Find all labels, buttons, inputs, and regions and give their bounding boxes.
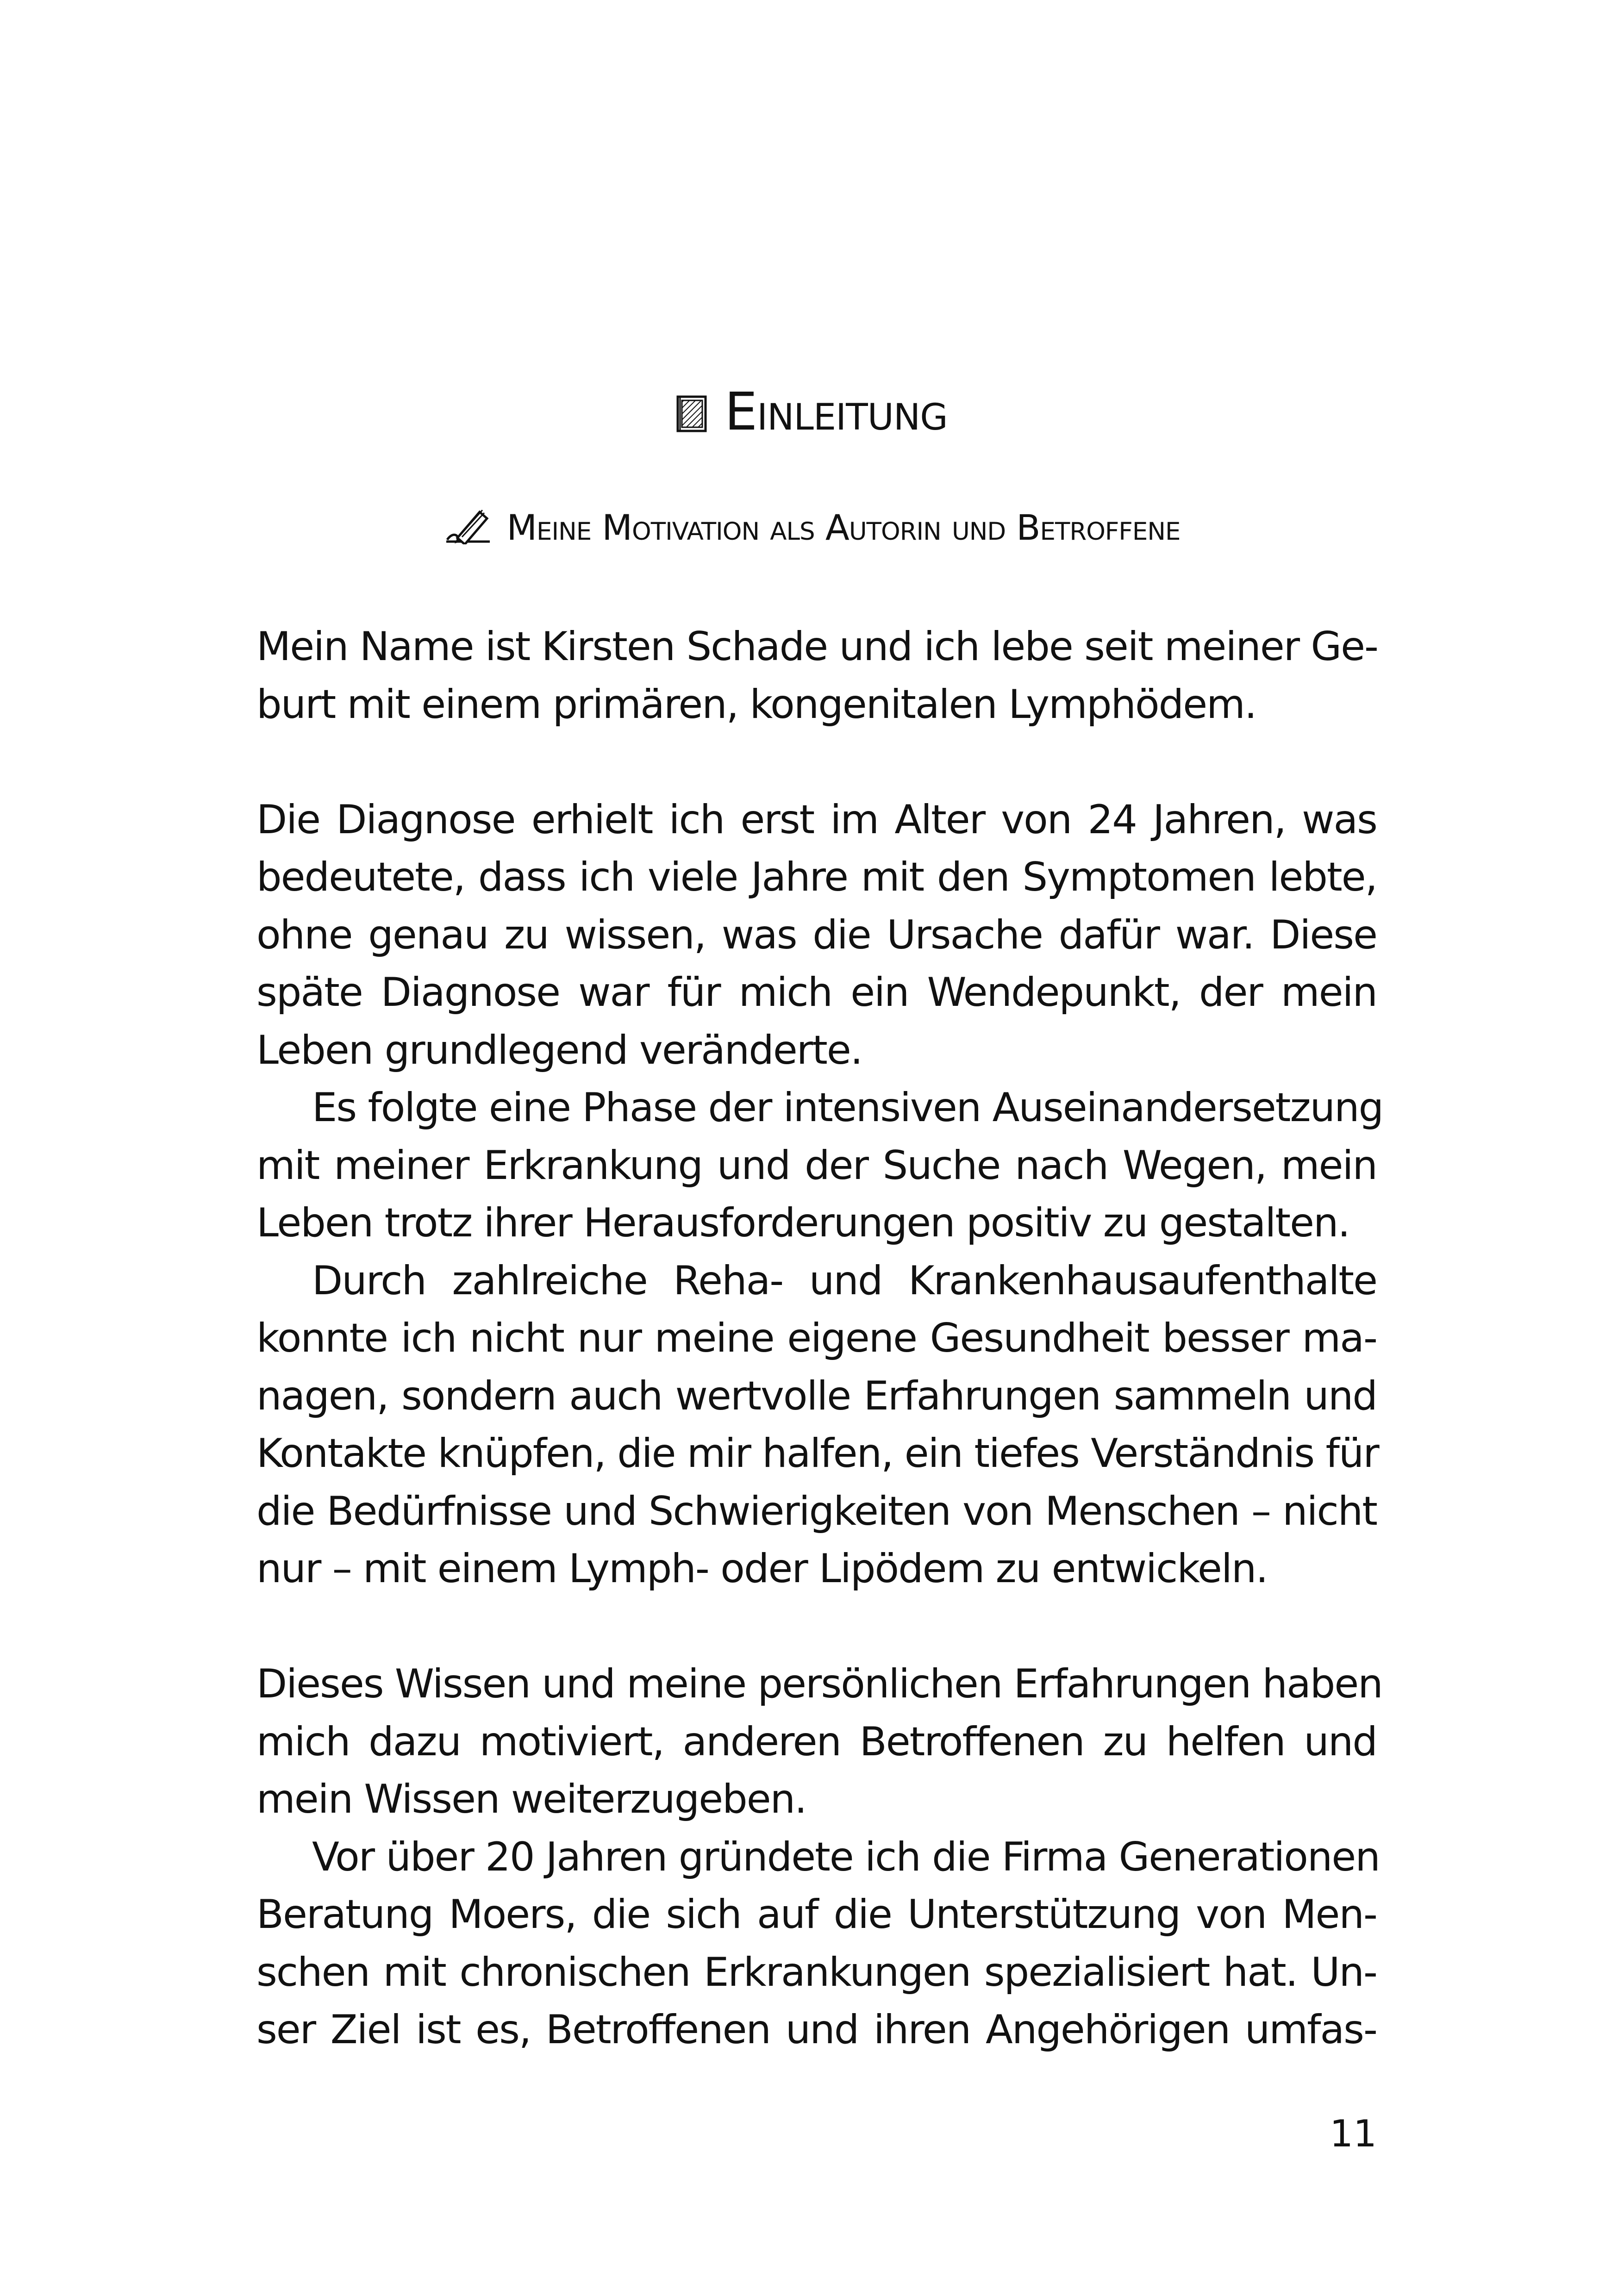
section-heading: [0, 502, 1624, 553]
text-line: mit meiner Erkrankung und der Suche nach Wegen, mein: [256, 1142, 1377, 1189]
text-line: Es folgte eine Phase der intensiven Auseinandersetzung: [312, 1085, 1383, 1131]
text-line: Leben trotz ihrer Herausforderungen positiv zu gestalten.: [256, 1200, 1349, 1246]
text-line: schen mit chronischen Erkrankungen spezialisiert hat. Un-: [256, 1949, 1377, 1996]
text-line: Leben grundlegend veränderte.: [256, 1027, 862, 1073]
text-line: nagen, sondern auch wertvolle Erfahrungen sammeln und: [256, 1372, 1377, 1419]
text-line: burt mit einem primären, kongenitalen Lymphödem.: [256, 681, 1256, 728]
text-line: Die Diagnose erhielt ich erst im Alter von 24 Jahren, was: [256, 796, 1377, 843]
paragraph-gap: [256, 733, 1377, 791]
text-line: die Bedürfnisse und Schwierigkeiten von Menschen – nicht: [256, 1488, 1377, 1534]
text-line: konnte ich nicht nur meine eigene Gesundheit besser ma-: [256, 1315, 1377, 1361]
text-line: Vor über 20 Jahren gründete ich die Firma Generationen: [312, 1834, 1380, 1880]
chapter-title: Einleitung: [725, 382, 948, 442]
page-number: 11: [1330, 2112, 1377, 2155]
text-line: Mein Name ist Kirsten Schade und ich lebe seit meiner Ge-: [256, 624, 1378, 670]
text-line: Beratung Moers, die sich auf die Unterstützung von Men-: [256, 1891, 1377, 1938]
text-line: bedeutete, dass ich viele Jahre mit den Symptomen lebte,: [256, 854, 1377, 900]
text-line: Durch zahlreiche Reha- und Krankenhausaufenthalte: [312, 1257, 1377, 1304]
text-line: mich dazu motiviert, anderen Betroffenen zu helfen und: [256, 1718, 1377, 1765]
text-line: ohne genau zu wissen, was die Ursache dafür war. Diese: [256, 911, 1377, 958]
text-line: nur – mit einem Lymph- oder Lipödem zu entwickeln.: [256, 1546, 1268, 1592]
paragraph-gap: [256, 1598, 1377, 1656]
text-line: späte Diagnose war für mich ein Wendepunkt, der mein: [256, 969, 1377, 1016]
text-line: mein Wissen weiterzugeben.: [256, 1776, 806, 1822]
body-text: [256, 618, 1383, 2059]
text-line: Kontakte knüpfen, die mir halfen, ein tiefes Verständnis für: [256, 1430, 1379, 1477]
book-icon: [676, 395, 707, 432]
section-title: Meine Motivation als Autorin und Betroffene: [506, 507, 1181, 548]
text-line: Dieses Wissen und meine persönlichen Erfahrungen haben: [256, 1661, 1382, 1707]
text-line: ser Ziel ist es, Betroffenen und ihren Angehörigen umfas-: [256, 2007, 1377, 2053]
chapter-heading: [0, 380, 1624, 444]
pen-writing-icon: [443, 507, 493, 544]
